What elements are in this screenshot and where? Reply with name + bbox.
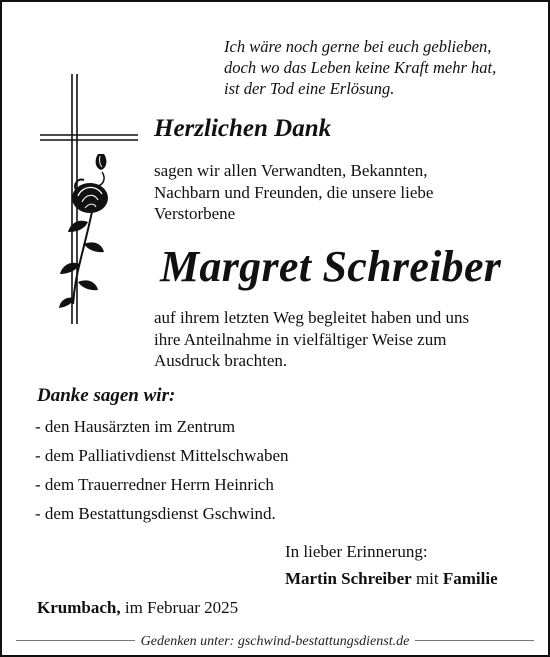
heading: Herzlichen Dank [154, 115, 332, 142]
thanks-item: - dem Bestattungsdienst Gschwind. [35, 504, 276, 523]
signer-name: Martin Schreiber [285, 569, 412, 588]
intro-text [154, 160, 524, 225]
after-line: ihre Anteilnahme in vielfältiger Weise zum [154, 329, 447, 349]
signers [285, 569, 498, 589]
place-date [37, 598, 238, 618]
memorial-link[interactable]: Gedenken unter: gschwind-bestattungsdienst.de [135, 634, 416, 649]
after-line: auf ihrem letzten Weg begleitet haben und uns [154, 308, 470, 327]
intro-line: Verstorbene [154, 204, 236, 223]
memory-line: In lieber Erinnerung: [285, 542, 428, 561]
poem [224, 36, 534, 99]
thanks-item: - dem Trauerredner Herrn Heinrich [35, 475, 274, 494]
thanks-item: - den Hausärzten im Zentrum [35, 417, 236, 436]
thanks-list [35, 412, 289, 528]
deceased-name: Margret Schreiber [160, 242, 502, 291]
poem-line: ist der Tod eine Erlösung. [224, 79, 395, 98]
thanks-item: - dem Palliativdienst Mittelschwaben [35, 446, 289, 465]
thanks-title: Danke sagen wir: [37, 385, 176, 406]
intro-line: sagen wir allen Verwandten, Bekannten, [154, 161, 428, 180]
after-text [154, 307, 534, 372]
poem-line: doch wo das Leben keine Kraft mehr hat, [224, 58, 497, 77]
signer-family: Familie [442, 569, 498, 588]
place: Krumbach, [37, 598, 121, 617]
after-line: Ausdruck brachten. [154, 351, 288, 370]
footer [2, 632, 548, 650]
date: im Februar 2025 [120, 598, 239, 617]
intro-line: Nachbarn und Freunden, die unsere liebe [154, 182, 434, 202]
signer-connector: mit [411, 569, 443, 588]
cross-with-rose-icon [38, 72, 148, 332]
poem-line: Ich wäre noch gerne bei euch geblieben, [224, 37, 492, 56]
